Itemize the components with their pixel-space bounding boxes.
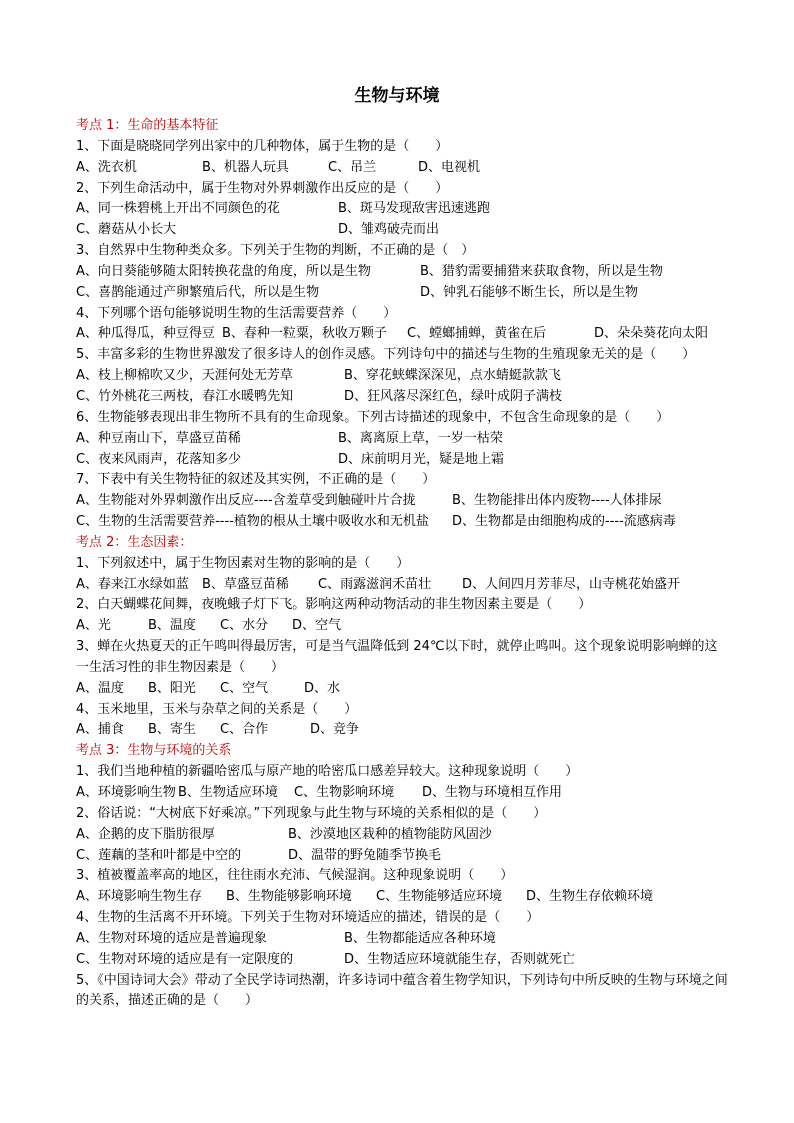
section-heading: 考点 2：生态因素：: [76, 534, 193, 550]
option-row: [76, 575, 728, 596]
answer-option: D、电视机: [418, 159, 481, 175]
answer-option: A、向日葵能够随太阳转换花盘的角度，所以是生物: [76, 263, 371, 279]
answer-option: B、机器人玩具: [202, 159, 289, 175]
answer-option: C、生物对环境的适应是有一定限度的: [76, 951, 294, 967]
question-text: 3、植被覆盖率高的地区，往往雨水充沛、气候湿润。这种现象说明（ ）: [76, 868, 514, 884]
option-row: [76, 929, 728, 950]
answer-option: B、草盛豆苗稀: [202, 576, 289, 592]
question-text: 1、下列叙述中，属于生物因素对生物的影响的是（ ）: [76, 555, 410, 571]
answer-option: D、床前明月光，疑是地上霜: [338, 451, 505, 467]
answer-option: D、生物生存依赖环境: [526, 889, 654, 905]
answer-option: D、生物与环境相互作用: [422, 785, 563, 800]
option-row: [76, 616, 728, 637]
answer-option: B、离离原上草，一岁一枯荣: [338, 430, 503, 446]
question-text: 2、俗话说：“大树底下好乘凉。”下列现象与此生物与环境的关系相似的是（ ）: [76, 805, 547, 821]
option-row: [76, 387, 728, 408]
answer-option: B、春种一粒粟，秋收万颗子: [222, 326, 387, 342]
answer-option: B、生物适应环境: [178, 785, 278, 800]
option-row: [76, 324, 728, 345]
answer-option: B、生物能排出体内废物----人体排尿: [452, 493, 662, 509]
answer-option: A、生物对环境的适应是普遍现象: [76, 930, 267, 946]
option-row: [76, 262, 728, 283]
option-row: [76, 720, 728, 741]
answer-option: D、雏鸡破壳而出: [338, 222, 440, 238]
option-row: [76, 887, 728, 908]
section-heading: 考点 1：生命的基本特征: [76, 118, 219, 133]
answer-option: A、种瓜得瓜，种豆得豆: [76, 326, 215, 342]
answer-option: B、斑马发现敌害迅速逃跑: [338, 201, 490, 217]
question-text: 1、我们当地种植的新疆哈密瓜与原产地的哈密瓜口感差异较大。这种现象说明（ ）: [76, 764, 579, 780]
answer-option: B、猎豹需要捕猎来获取食物，所以是生物: [420, 263, 663, 279]
answer-option: A、环境影响生物生存: [76, 889, 202, 905]
answer-option: C、空气: [220, 680, 269, 696]
answer-option: C、竹外桃花三两枝，春江水暖鸭先知: [76, 388, 294, 404]
answer-option: A、同一株碧桃上开出不同颜色的花: [76, 201, 280, 217]
question-text: 5、丰富多彩的生物世界激发了很多诗人的创作灵感。下列诗句中的描述与生物的生殖现象无关的是（ ）: [76, 347, 696, 363]
option-row: [76, 679, 728, 700]
option-row: [76, 450, 728, 471]
option-row: [76, 220, 728, 241]
answer-option: A、春来江水绿如蓝: [76, 576, 189, 592]
answer-option: A、环境影响生物: [76, 785, 176, 800]
option-row: [76, 512, 728, 533]
answer-option: C、夜来风雨声，花落知多少: [76, 451, 242, 467]
answer-option: D、钟乳石能够不断生长，所以是生物: [420, 284, 639, 300]
answer-option: A、生物能对外界刺激作出反应----含羞草受到触碰叶片合拢: [76, 493, 416, 509]
document-body: [76, 116, 728, 1012]
question-text: 4、生物的生活离不开环境。下列关于生物对环境适应的描述，错误的是（ ）: [76, 910, 540, 926]
answer-option: D、水: [304, 680, 341, 696]
section-heading: 考点 3：生物与环境的关系: [76, 743, 232, 759]
answer-option: B、阳光: [148, 680, 196, 696]
answer-option: B、寄生: [148, 722, 196, 738]
answer-option: C、莲藕的茎和叶都是中空的: [76, 847, 242, 863]
option-row: [76, 825, 728, 846]
option-row: [76, 846, 728, 867]
question-text: 4、玉米地里，玉米与杂草之间的关系是（ ）: [76, 701, 358, 717]
answer-option: A、种豆南山下，草盛豆苗稀: [76, 430, 241, 446]
answer-option: C、吊兰: [328, 159, 377, 175]
answer-option: D、朵朵葵花向太阳: [594, 326, 709, 342]
option-row: [76, 783, 728, 804]
question-text: 3、自然界中生物种类众多。下列关于生物的判断，不正确的是（ ）: [76, 243, 475, 259]
option-row: [76, 366, 728, 387]
question-text: 2、下列生命活动中，属于生物对外界刺激作出反应的是（ ）: [76, 180, 449, 196]
answer-option: B、沙漠地区栽种的植物能防风固沙: [288, 826, 492, 842]
answer-option: B、温度: [148, 618, 196, 634]
answer-option: A、洗衣机: [76, 159, 137, 175]
answer-option: D、空气: [292, 618, 342, 634]
question-text: 2、白天蝴蝶花间舞，夜晚蛾子灯下飞。影响这两种动物活动的非生物因素主要是（ ）: [76, 597, 592, 613]
question-text: 5、《中国诗词大会》带动了全民学诗词热潮，许多诗词中蕴含着生物学知识，下列诗句中所反映的生物与环境之间的关系，描述正确的是（ ）: [76, 972, 728, 1009]
answer-option: C、螳螂捕蝉，黄雀在后: [407, 326, 547, 342]
answer-option: B、穿花蛱蝶深深见，点水蜻蜓款款飞: [344, 368, 561, 384]
answer-option: B、生物都能适应各种环境: [344, 930, 496, 946]
option-row: [76, 199, 728, 220]
option-row: [76, 283, 728, 304]
answer-option: D、温带的野兔随季节换毛: [288, 847, 442, 863]
answer-option: C、水分: [220, 618, 269, 634]
question-text: 6、生物能够表现出非生物所不具有的生命现象。下列古诗描述的现象中，不包含生命现象的是（ ）: [76, 409, 670, 425]
answer-option: C、生物的生活需要营养----植物的根从土壤中吸收水和无机盐: [76, 514, 429, 530]
question-text: 7、下表中有关生物特征的叙述及其实例，不正确的是（ ）: [76, 472, 436, 488]
answer-option: C、生物能够适应环境: [376, 889, 503, 905]
answer-option: D、人间四月芳菲尽，山寺桃花始盛开: [462, 576, 681, 592]
question-text: 1、下面是晓晓同学列出家中的几种物体，属于生物的是（ ）: [76, 138, 449, 154]
answer-option: A、光: [76, 618, 111, 634]
answer-option: C、喜鹊能通过产卵繁殖后代，所以是生物: [76, 284, 320, 300]
page-title: 生物与环境: [354, 86, 440, 106]
answer-option: A、捕食: [76, 722, 124, 738]
option-row: [76, 491, 728, 512]
answer-option: D、生物适应环境就能生存，否则就死亡: [344, 951, 576, 967]
option-row: [76, 429, 728, 450]
answer-option: D、生物都是由细胞构成的----流感病毒: [452, 514, 676, 530]
option-row: [76, 950, 728, 971]
answer-option: C、雨露滋润禾苗壮: [318, 576, 432, 592]
question-text: 3、蝉在火热夏天的正午鸣叫得最厉害，可是当气温降低到 24℃以下时，就停止鸣叫。这个现象说明影响蝉的这一生活习性的非生物因素是（ ）: [76, 639, 718, 675]
answer-option: A、企鹅的皮下脂肪很厚: [76, 826, 215, 842]
question-text: 4、下列哪个语句能够说明生物的生活需要营养（ ）: [76, 305, 397, 321]
answer-option: C、合作: [220, 722, 269, 738]
option-row: [76, 158, 728, 179]
answer-option: D、狂风落尽深红色，绿叶成阴子满枝: [344, 388, 563, 404]
answer-option: B、生物能够影响环境: [226, 889, 352, 905]
answer-option: C、蘑菇从小长大: [76, 222, 177, 238]
answer-option: A、温度: [76, 680, 124, 696]
answer-option: C、生物影响环境: [294, 785, 395, 800]
answer-option: A、枝上柳棉吹又少，天涯何处无芳草: [76, 368, 293, 384]
answer-option: D、竞争: [310, 722, 360, 738]
